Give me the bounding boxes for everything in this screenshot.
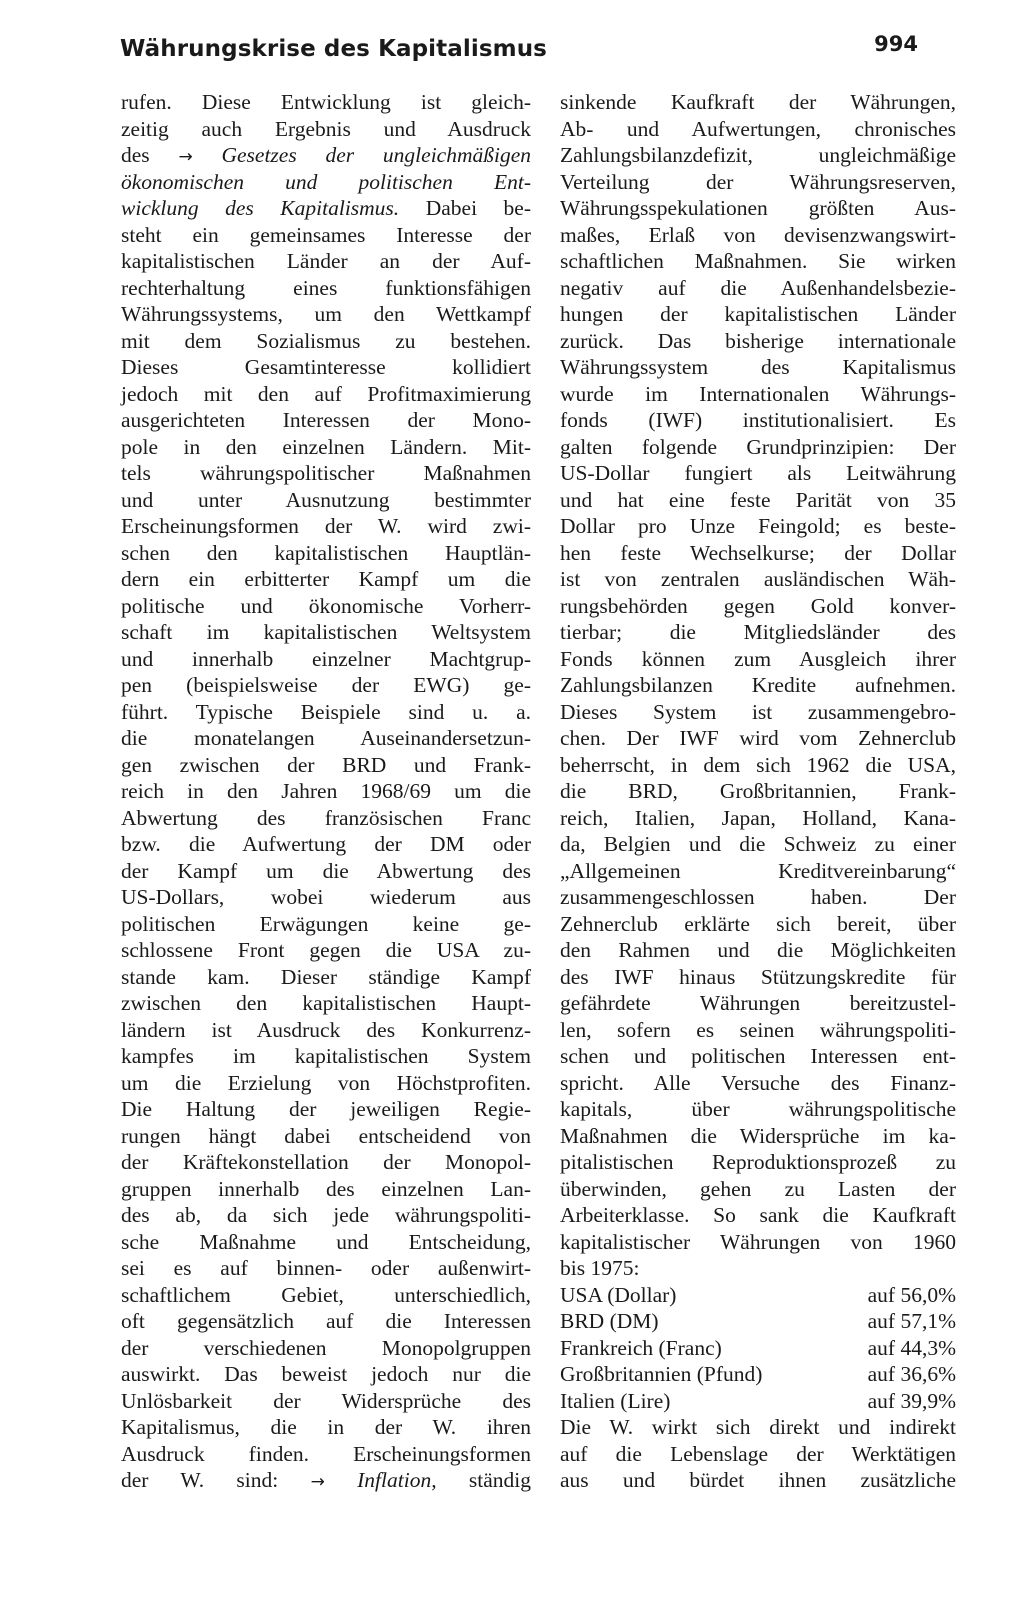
text-line: rungsbehörden gegen Gold konver- [560,593,956,618]
text-line: tierbar; die Mitgliedsländer des [560,620,956,644]
text-line: der Kräftekonstellation der Monopol- [121,1150,531,1174]
purchasing-power-value: auf 44,3% [867,1335,956,1360]
text-line: hungen der kapitalistischen Länder [560,302,956,326]
currency-country: BRD (DM) [560,1309,659,1333]
text-line [121,169,531,196]
text-line: US-Dollars, wobei wiederum aus [121,885,531,909]
cross-reference-link[interactable]: Inflation, [357,1468,437,1492]
text-line: sche Maßnahme und Entscheidung, [121,1229,531,1254]
text-fragment: der W. sind: [121,1468,279,1492]
text-line: Dollar pro Unze Feingold; es beste- [560,514,956,538]
text-line: Kapitalismus, die in der W. ihren [121,1415,531,1439]
text-line: Maßnahmen die Widersprüche im ka- [560,1123,956,1148]
text-line: reich, Italien, Japan, Holland, Kana- [560,805,956,830]
text-line: Unlösbarkeit der Widersprüche des [121,1388,531,1413]
text-line: des ab, da sich jede währungspoliti- [121,1203,531,1227]
text-line: Erscheinungsformen der W. wird zwi- [121,514,531,538]
text-line: Die W. wirkt sich direkt und indirekt [560,1415,956,1439]
text-line: hen feste Wechselkurse; der Dollar [560,540,956,565]
page-title: Währungskrise des Kapitalismus [120,36,547,62]
text-line: negativ auf die Außenhandelsbezie- [560,275,956,300]
purchasing-power-value: auf 57,1% [867,1309,956,1333]
purchasing-power-value: auf 39,9% [867,1388,956,1413]
text-line: pole in den einzelnen Ländern. Mit- [121,434,531,459]
text-line: chen. Der IWF wird vom Zehnerclub [560,726,956,750]
text-line: und unter Ausnutzung bestimmter [121,487,531,512]
text-line: um die Erzielung von Höchstprofiten. [121,1070,531,1095]
purchasing-power-row [560,1335,956,1362]
text-line: spricht. Alle Versuche des Finanz- [560,1070,956,1095]
purchasing-power-row [560,1282,956,1309]
text-line: jedoch mit den auf Profitmaximierung [121,381,531,406]
text-line: kapitals, über währungspolitische [560,1097,956,1121]
text-line: der verschiedenen Monopolgruppen [121,1335,531,1360]
text-line: kapitalistischen Länder an der Auf- [121,249,531,273]
text-line: des IWF hinaus Stützungskredite für [560,964,956,989]
text-line: „Allgemeinen Kreditvereinbarung“ [560,858,956,883]
text-line: schen und politischen Interessen ent- [560,1044,956,1068]
text-line: führt. Typische Beispiele sind u. a. [121,699,531,724]
text-line: den Rahmen und die Möglichkeiten [560,938,956,962]
text-line: schen den kapitalistischen Hauptlän- [121,540,531,565]
text-line: Währungssystems, um den Wettkampf [121,302,531,326]
currency-country: Frankreich (Franc) [560,1335,722,1360]
text-line: Ab- und Aufwertungen, chronisches [560,116,956,141]
purchasing-power-row [560,1361,956,1388]
text-line: sei es auf binnen- oder außenwirt- [121,1256,531,1280]
text-line: maßes, Erlaß von devisenzwangswirt- [560,222,956,247]
purchasing-power-value: auf 56,0% [867,1282,956,1307]
text-line: Arbeiterklasse. So sank die Kaufkraft [560,1203,956,1227]
text-line: zwischen den kapitalistischen Haupt- [121,991,531,1015]
right-column [560,89,956,1494]
text-line: Währungssystem des Kapitalismus [560,355,956,379]
text-line: Zehnerclub erklärte sich bereit, über [560,911,956,936]
text-line: gruppen innerhalb des einzelnen Lan- [121,1176,531,1201]
cross-reference-arrow-icon: → [178,147,193,167]
text-line: dern ein erbitterter Kampf um die [121,567,531,591]
text-line: da, Belgien und die Schweiz zu einer [560,832,956,856]
text-line: Dieses Gesamtinteresse kollidiert [121,355,531,379]
text-line: sinkende Kaufkraft der Währungen, [560,90,956,114]
text-line [121,195,531,222]
text-line: Verteilung der Währungsreserven, [560,169,956,194]
text-line: gefährdete Währungen bereitzustel- [560,991,956,1015]
text-line: rufen. Diese Entwicklung ist gleich- [121,90,531,114]
text-line: oft gegensätzlich auf die Interessen [121,1309,531,1333]
text-line: die BRD, Großbritannien, Frank- [560,779,956,803]
text-fragment: ständig [468,1468,532,1492]
text-line: rungen hängt dabei entscheidend von [121,1123,531,1148]
text-line: schaft im kapitalistischen Weltsystem [121,620,531,644]
text-line: Fonds können zum Ausgleich ihrer [560,646,956,671]
text-line: auswirkt. Das beweist jedoch nur die [121,1362,531,1386]
text-line: Währungsspekulationen größten Aus- [560,196,956,220]
cross-reference-arrow-icon: → [310,1472,325,1492]
text-line: politische und ökonomische Vorherr- [121,593,531,618]
text-line: Zahlungsbilanzen Kredite aufnehmen. [560,673,956,697]
currency-country: Großbritannien (Pfund) [560,1362,763,1386]
text-fragment: Dabei be- [425,196,532,220]
text-line: bis 1975: [560,1256,640,1280]
text-line: kampfes im kapitalistischen System [121,1044,531,1068]
text-line: schaftlichen Maßnahmen. Sie wirken [560,249,956,273]
text-line: pen (beispielsweise der EWG) ge- [121,673,531,697]
text-line: len, sofern es seinen währungspoliti- [560,1017,956,1042]
text-line: ist von zentralen ausländischen Wäh- [560,567,956,591]
text-line: galten folgende Grundprinzipien: Der [560,434,956,459]
text-line: Abwertung des französischen Franc [121,805,531,830]
purchasing-power-row [560,1388,956,1415]
text-line: gen zwischen der BRD und Frank- [121,752,531,777]
cross-reference-link[interactable]: Gesetzes der ungleichmäßigen [221,143,532,167]
text-line: und innerhalb einzelner Machtgrup- [121,646,531,671]
text-line: bzw. die Aufwertung der DM oder [121,832,531,856]
text-line: beherrscht, in dem sich 1962 die USA, [560,752,956,777]
text-line: Zahlungsbilanzdefizit, ungleichmäßige [560,143,956,167]
text-line: zeitig auch Ergebnis und Ausdruck [121,116,531,141]
text-line: ländern ist Ausdruck des Konkurrenz- [121,1017,531,1042]
text-line: reich in den Jahren 1968/69 um die [121,779,531,803]
text-line: US-Dollar fungiert als Leitwährung [560,461,956,485]
text-line: zurück. Das bisherige internationale [560,328,956,353]
text-line: und hat eine feste Parität von 35 [560,487,956,512]
text-fragment: des [121,143,150,167]
currency-country: Italien (Lire) [560,1388,671,1413]
text-line: der Kampf um die Abwertung des [121,858,531,883]
text-line: mit dem Sozialismus zu bestehen. [121,328,531,353]
text-line: auf die Lebenslage der Werktätigen [560,1441,956,1466]
currency-country: USA (Dollar) [560,1282,677,1307]
text-line: schlossene Front gegen die USA zu- [121,938,531,962]
cross-reference-link[interactable]: ökonomischen und politischen Ent- [121,169,531,194]
text-line: tels währungspolitischer Maßnahmen [121,461,531,485]
text-line: wurde im Internationalen Währungs- [560,381,956,406]
text-line: stande kam. Dieser ständige Kampf [121,964,531,989]
text-line: rechterhaltung eines funktionsfähigen [121,275,531,300]
text-line: überwinden, gehen zu Lasten der [560,1176,956,1201]
text-line: Die Haltung der jeweiligen Regie- [121,1097,531,1121]
text-line: steht ein gemeinsames Interesse der [121,222,531,247]
purchasing-power-value: auf 36,6% [867,1362,956,1386]
text-line: pitalistischen Reproduktionsprozeß zu [560,1150,956,1174]
text-line: zusammengeschlossen haben. Der [560,885,956,909]
text-line: aus und bürdet ihnen zusätzliche [560,1468,956,1492]
purchasing-power-row [560,1308,956,1335]
text-line: die monatelangen Auseinandersetzun- [121,726,531,750]
cross-reference-link[interactable]: wicklung des Kapitalismus. [121,196,400,220]
text-line: politischen Erwägungen keine ge- [121,911,531,936]
text-line [121,142,531,169]
text-line: schaftlichem Gebiet, unterschiedlich, [121,1282,531,1307]
text-line [121,1467,531,1494]
left-column [121,89,531,1494]
page-number: 994 [874,32,918,56]
text-line: fonds (IWF) institutionalisiert. Es [560,408,956,432]
text-line: Ausdruck finden. Erscheinungsformen [121,1441,531,1466]
text-line: ausgerichteten Interessen der Mono- [121,408,531,432]
text-line: Dieses System ist zusammengebro- [560,699,956,724]
text-line: kapitalistischer Währungen von 1960 [560,1229,956,1254]
